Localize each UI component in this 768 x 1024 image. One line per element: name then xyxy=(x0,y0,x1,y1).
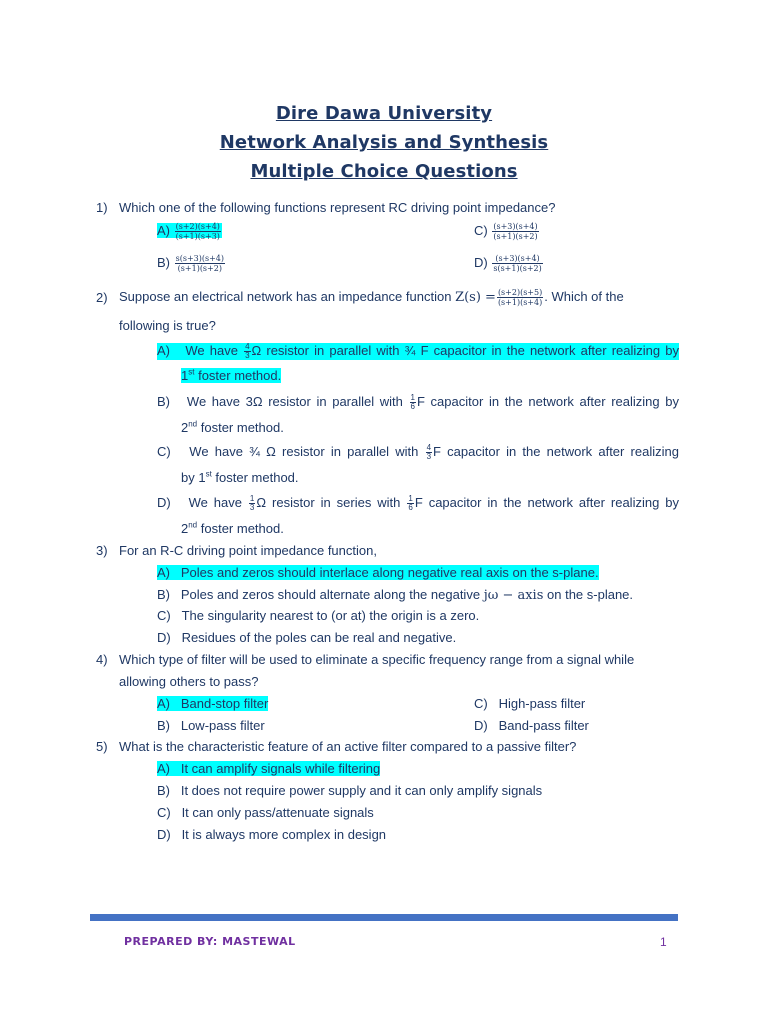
option-letter: D) xyxy=(474,254,488,270)
fraction: $\frac{1}{6}$ xyxy=(408,494,413,513)
option-letter: D) xyxy=(157,630,171,645)
q3-option-d: D) Residues of the poles can be real and negative. xyxy=(157,630,457,645)
correct-answer-highlight: A) We have $\frac{4}{3}$ Ω resistor in parallel with ¾ F capacitor in the network after realizing by xyxy=(157,342,679,361)
footer-divider xyxy=(90,914,678,921)
course-title: Network Analysis and Synthesis xyxy=(219,132,549,153)
option-letter: A) xyxy=(157,343,170,358)
option-letter: C) xyxy=(157,805,171,820)
footer-prepared-by: PREPARED BY: MASTEWAL xyxy=(124,935,296,948)
fraction: $\frac{4}{3}$ xyxy=(426,443,432,462)
correct-answer-highlight xyxy=(157,222,222,241)
option-letter: D) xyxy=(474,718,488,733)
q2-option-b-line-2: 2nd foster method. xyxy=(181,419,284,435)
q1-option-a xyxy=(157,222,222,241)
question-text: For an R-C driving point impedance function, xyxy=(119,543,377,558)
option-letter: C) xyxy=(157,444,171,459)
page-number: 1 xyxy=(660,935,667,949)
option-letter: B) xyxy=(157,718,170,733)
question-number: 1) xyxy=(96,200,108,215)
question-number: 3) xyxy=(96,543,108,558)
q5-option-d: D) It is always more complex in design xyxy=(157,827,387,842)
q4-option-d: D) Band-pass filter xyxy=(474,718,589,733)
question-text: Which type of filter will be used to eliminate a specific frequency range from a signal while xyxy=(119,652,635,667)
fraction: $\frac{1}{6}$ xyxy=(410,393,415,412)
q5-option-c: C) It can only pass/attenuate signals xyxy=(157,805,374,820)
q2-option-a-line-2 xyxy=(181,368,281,384)
q1-option-c xyxy=(474,222,540,241)
question-2-line-2: following is true? xyxy=(119,318,216,333)
option-letter: D) xyxy=(157,495,171,510)
correct-answer-highlight: A) Band-stop filter xyxy=(157,696,269,711)
option-letter: A) xyxy=(157,696,170,711)
question-number: 4) xyxy=(96,652,108,667)
question-4-line-2: allowing others to pass? xyxy=(119,674,259,689)
correct-answer-highlight: A) Poles and zeros should interlace along negative real axis on the s-plane. xyxy=(157,565,599,580)
option-letter: B) xyxy=(157,394,170,409)
option-letter: B) xyxy=(157,254,170,270)
document-title: Multiple Choice Questions xyxy=(250,161,518,182)
option-letter: B) xyxy=(157,783,170,798)
q5-option-b: B) It does not require power supply and it can only amplify signals xyxy=(157,783,543,798)
fraction: $\frac{4}{3}$ xyxy=(245,342,250,361)
question-number: 5) xyxy=(96,739,108,754)
q4-option-b: B) Low-pass filter xyxy=(157,718,265,733)
option-letter: C) xyxy=(157,608,171,623)
option-letter: B) xyxy=(157,587,170,602)
option-letter: A) xyxy=(157,761,170,776)
question-text: Which one of the following functions represent RC driving point impedance? xyxy=(119,200,556,215)
option-letter: D) xyxy=(157,827,171,842)
correct-answer-highlight: A) It can amplify signals while filtering xyxy=(157,761,381,776)
q4-option-a xyxy=(157,696,268,712)
fraction: $\frac{1}{3}$ xyxy=(249,494,255,513)
fraction: $\frac{(s+3)(s+4)}{s(s+1)(s+2)}$ xyxy=(493,254,542,273)
question-text: What is the characteristic feature of an active filter compared to a passive filter? xyxy=(119,739,577,754)
fraction: $\frac{(s+2)(s+4)}{(s+1)(s+3)}$ xyxy=(175,222,220,241)
q4-option-c: C) High-pass filter xyxy=(474,696,586,711)
university-title: Dire Dawa University xyxy=(275,103,493,124)
option-letter: A) xyxy=(157,565,170,580)
document-page: Dire Dawa University Network Analysis and Synthesis Multiple Choice Questions 1) Which one of the following functions represent RC driving point impedance? A) $\frac{(s+2)(s+4)}{(s+1)(s+3)}$ C) $\frac{(s+3)(s+4)}{(s+1)(s+2)}$ B) $\frac{s(s+3)(s+4)}{(s+1)(s+2)}$ D) $\frac{(s+3)(s+4)}{s(s+1)(s+2)}$ 2) Suppose an electrical network has an impedance function Z(s) = $\frac{(s+2)(s+5)}{(s+1)(s+4)}$ . Which of the following is true? A) We have $\frac{4}{3}$ Ω resistor in parallel with ¾ F capacitor in the network after realizing by 1st foster method. B) We have 3Ω resistor in parallel with $\frac{1}{6}$ F capacitor in the network after realizing by 2nd foster method. C) We have ¾ Ω resistor in parallel with $\frac{4}{3}$ F capacitor in the network after realizing by 1st foster method. D) We have $\frac{1}{3}$ Ω resistor in series with $\frac{1}{6}$ F capacitor in the network after realizing by 2nd foster method. 3) For an R-C driving point impedance function, A) Poles and zeros should interlace along negative real axis on the s-plane. B) Poles and zeros should alternate along the negative jω − axis on the s-plane. C) The singularity nearest to (or at) the origin is a zero. D) Residues of the poles can be real and negative. 4) Which type of filter will be used to eliminate a specific frequency range from a signal while allowing others to pass? A) Band-stop filter C) High-pass filter B) Low-pass filter D) Band-pass filter 5) What is the characteristic feature of an active filter compared to a passive filter? A) It can amplify signals while filtering B) It does not require power supply and it can only amplify signals C) It can only pass/attenuate signals D) It is always more complex in design PREPARED BY: MASTEWAL 1 xyxy=(0,0,768,1024)
option-letter: A) xyxy=(157,222,170,238)
question-number: 2) xyxy=(96,290,108,305)
q3-option-a xyxy=(157,565,599,581)
q3-option-c: C) The singularity nearest to (or at) the origin is a zero. xyxy=(157,608,480,623)
q2-option-c-line-2: by 1st foster method. xyxy=(181,469,299,485)
q5-option-a xyxy=(157,761,380,777)
q1-option-d xyxy=(474,254,544,273)
option-letter: C) xyxy=(474,696,488,711)
question-text: Suppose an electrical network has an impedance function Z(s) = $\frac{(s+2)(s+5)}{(s+1)(s+4)}$ . Which of the xyxy=(119,288,624,307)
q2-option-d-line-2: 2nd foster method. xyxy=(181,520,284,536)
fraction: $\frac{(s+2)(s+5)}{(s+1)(s+4)}$ xyxy=(497,288,543,307)
q3-option-b: B) Poles and zeros should alternate along the negative jω − axis on the s-plane. xyxy=(157,587,634,603)
fraction: $\frac{s(s+3)(s+4)}{(s+1)(s+2)}$ xyxy=(175,254,225,273)
fraction: $\frac{(s+3)(s+4)}{(s+1)(s+2)}$ xyxy=(493,222,538,241)
q1-option-b xyxy=(157,254,226,273)
option-letter: C) xyxy=(474,222,488,238)
correct-answer-highlight: 1st foster method. xyxy=(181,367,282,383)
